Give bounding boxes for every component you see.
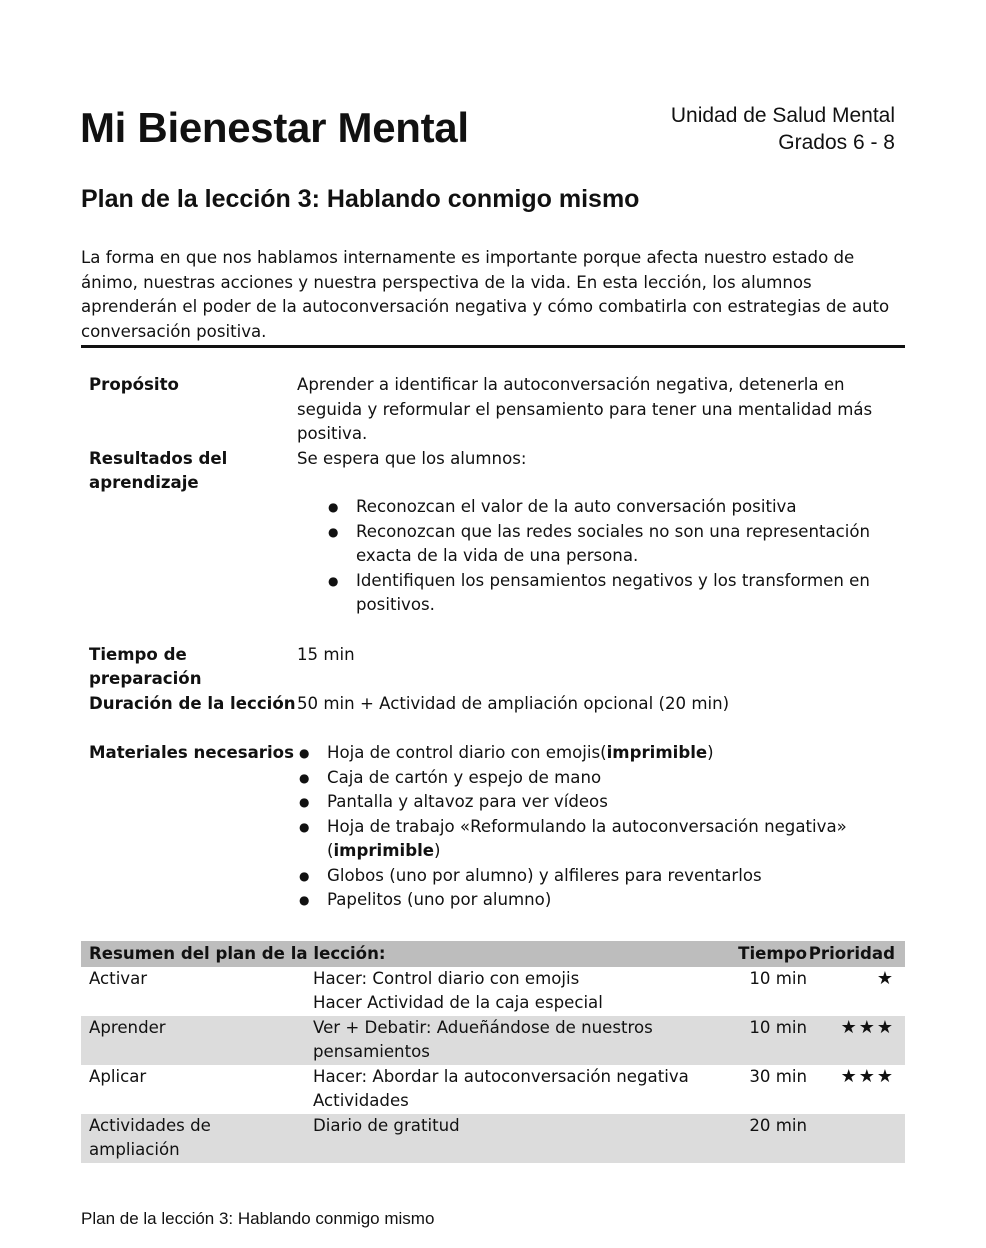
activity-cell: Diario de gratitud	[313, 1115, 460, 1135]
time-cell: 30 min	[749, 1066, 807, 1086]
phase-line: Actividades de	[89, 1115, 211, 1135]
outcomes-label-line2: aprendizaje	[89, 473, 199, 492]
materials-list	[297, 741, 905, 913]
duration-row	[89, 692, 905, 717]
materials-label: Materiales necesarios	[89, 743, 294, 762]
unit-name: Unidad de Salud Mental	[670, 104, 895, 127]
materials-content	[297, 741, 905, 913]
lesson-details	[89, 373, 905, 913]
list-item: ● Caja de cartón y espejo de mano	[297, 766, 905, 791]
list-item: ● Identifiquen los pensamientos negativos y los transformen en positivos.	[297, 569, 905, 618]
material-text: )	[434, 841, 441, 860]
lesson-title: Plan de la lección 3: Hablando conmigo mismo	[81, 185, 640, 213]
printable-label: imprimible	[606, 743, 708, 762]
activity-line: Hacer Actividad de la caja especial	[313, 993, 603, 1012]
divider	[81, 345, 905, 348]
phase-cell	[81, 1114, 313, 1163]
activity-line: Hacer: Abordar la autoconversación negativa	[313, 1066, 689, 1086]
list-item: ● Globos (uno por alumno) y alfileres para reventarlos	[297, 864, 905, 889]
activity-line: pensamientos	[313, 1042, 430, 1061]
outcomes-content	[297, 447, 905, 618]
priority-stars-icon: ★★★	[840, 1065, 895, 1087]
list-item: ● Papelitos (uno por alumno)	[297, 888, 905, 913]
material-text: Hoja de control diario con emojis(	[327, 743, 607, 762]
outcomes-row	[89, 447, 905, 618]
material-text: )	[707, 743, 714, 762]
activity-line: Ver + Debatir: Adueñándose de nuestros	[313, 1017, 653, 1037]
table-row	[81, 1065, 905, 1114]
prep-label-line1: Tiempo de	[89, 644, 187, 664]
phase-cell: Activar	[89, 968, 148, 988]
table-row	[81, 1114, 905, 1163]
summary-header-row	[81, 941, 905, 967]
priority-stars-icon: ★	[876, 967, 895, 989]
list-item: ● Reconozcan que las redes sociales no son una representación exacta de la vida de una persona.	[297, 520, 905, 569]
outcomes-label	[89, 447, 297, 618]
printable-label: imprimible	[333, 841, 435, 860]
intro-paragraph: La forma en que nos hablamos internamente es importante porque afecta nuestro estado de ánimo, nuestras acciones y nuestra perspectiva de la vida. En esta lección, los alumnos aprenderán el poder de la autoconversación negativa y cómo combatirla con estrategias de auto conversación positiva.	[81, 248, 890, 341]
phase-line: ampliación	[89, 1140, 180, 1159]
phase-cell: Aprender	[89, 1017, 166, 1037]
priority-stars-icon: ★★★	[840, 1016, 895, 1038]
materials-row	[89, 741, 905, 913]
list-item	[297, 815, 905, 864]
grade-range: Grados 6 - 8	[778, 131, 895, 154]
summary-header-title: Resumen del plan de la lección:	[89, 944, 386, 963]
table-row	[81, 1016, 905, 1065]
lesson-summary-table	[81, 941, 905, 1163]
prep-row	[89, 643, 905, 692]
activity-cell	[313, 1065, 713, 1114]
activity-line: Actividades	[313, 1091, 409, 1110]
time-cell: 10 min	[749, 968, 807, 988]
purpose-row	[89, 373, 905, 447]
purpose-label: Propósito	[89, 375, 179, 394]
page-title: Mi Bienestar Mental	[80, 104, 469, 151]
phase-cell: Aplicar	[89, 1066, 147, 1086]
summary-header-time: Tiempo	[738, 944, 807, 963]
activity-cell	[313, 967, 713, 1016]
outcomes-intro: Se espera que los alumnos:	[297, 448, 527, 468]
time-cell: 10 min	[749, 1017, 807, 1037]
prep-label-line2: preparación	[89, 669, 202, 688]
duration-value: 50 min + Actividad de ampliación opcional (20 min)	[297, 693, 730, 713]
list-item: ● Pantalla y altavoz para ver vídeos	[297, 790, 905, 815]
prep-label	[89, 643, 297, 692]
summary-header-priority: Prioridad	[808, 944, 895, 963]
list-item	[297, 741, 905, 766]
list-item: ● Reconozcan el valor de la auto conversación positiva	[297, 495, 905, 520]
purpose-text: Aprender a identificar la autoconversación negativa, detenerla en seguida y reformular el pensamiento para tener una mentalidad más positiva.	[297, 375, 873, 443]
activity-line: Hacer: Control diario con emojis	[313, 968, 580, 988]
unit-info	[671, 102, 895, 156]
outcomes-list	[297, 495, 905, 618]
page-footer: Plan de la lección 3: Hablando conmigo mismo	[81, 1209, 435, 1228]
prep-value: 15 min	[297, 644, 355, 664]
activity-cell	[313, 1016, 713, 1065]
material-text: Hoja de trabajo «Reformulando la autoconversación negativa» (	[327, 816, 847, 860]
priority-stars-icon	[807, 1114, 905, 1163]
duration-label: Duración de la lección	[89, 693, 296, 713]
outcomes-label-line1: Resultados del	[89, 448, 228, 468]
table-row	[81, 967, 905, 1016]
time-cell: 20 min	[749, 1115, 807, 1135]
